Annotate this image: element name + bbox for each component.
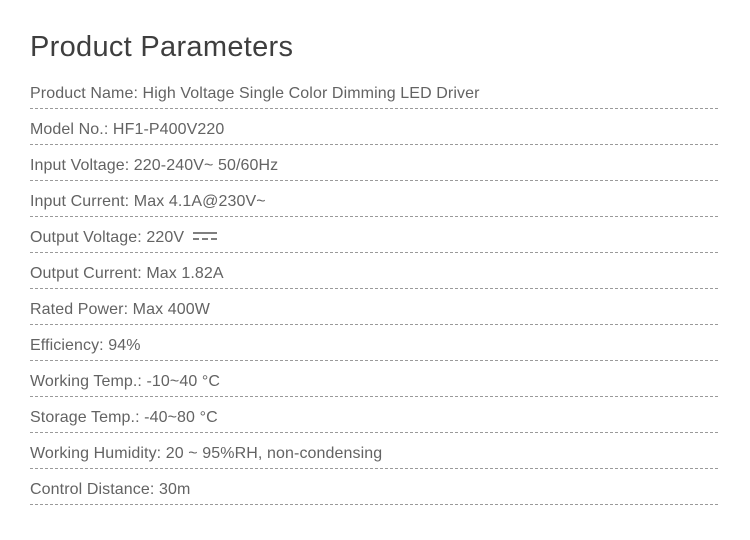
- param-text: Working Temp.: -10~40 °C: [30, 373, 221, 390]
- param-row-product-name: [30, 73, 718, 109]
- param-row-storage-temp: [30, 397, 718, 433]
- param-row-input-voltage: [30, 145, 718, 181]
- param-text: Storage Temp.: -40~80 °C: [30, 409, 218, 426]
- param-text: Working Humidity: 20 ~ 95%RH, non-condensing: [30, 445, 383, 462]
- page-title: Product Parameters: [30, 31, 294, 63]
- param-text: Input Voltage: 220-240V~ 50/60Hz: [30, 157, 279, 174]
- param-row-working-temp: [30, 361, 718, 397]
- param-text: Rated Power: Max 400W: [30, 301, 210, 318]
- param-row-efficiency: [30, 325, 718, 361]
- param-row-model-no: [30, 109, 718, 145]
- param-text: Control Distance: 30m: [30, 481, 191, 498]
- param-row-working-humidity: [30, 433, 718, 469]
- dc-voltage-icon: [193, 232, 217, 241]
- param-row-output-current: [30, 253, 718, 289]
- content-area: [30, 0, 718, 505]
- param-text: Input Current: Max 4.1A@230V~: [30, 193, 266, 210]
- param-text: Efficiency: 94%: [30, 337, 141, 354]
- param-row-control-distance: [30, 469, 718, 505]
- param-row-output-voltage: [30, 217, 718, 253]
- param-text: Output Current: Max 1.82A: [30, 265, 224, 282]
- param-row-rated-power: [30, 289, 718, 325]
- param-text: Output Voltage: 220V: [30, 229, 185, 246]
- param-row-input-current: [30, 181, 718, 217]
- param-text: Model No.: HF1-P400V220: [30, 121, 225, 138]
- param-text: Product Name: High Voltage Single Color Dimming LED Driver: [30, 85, 480, 102]
